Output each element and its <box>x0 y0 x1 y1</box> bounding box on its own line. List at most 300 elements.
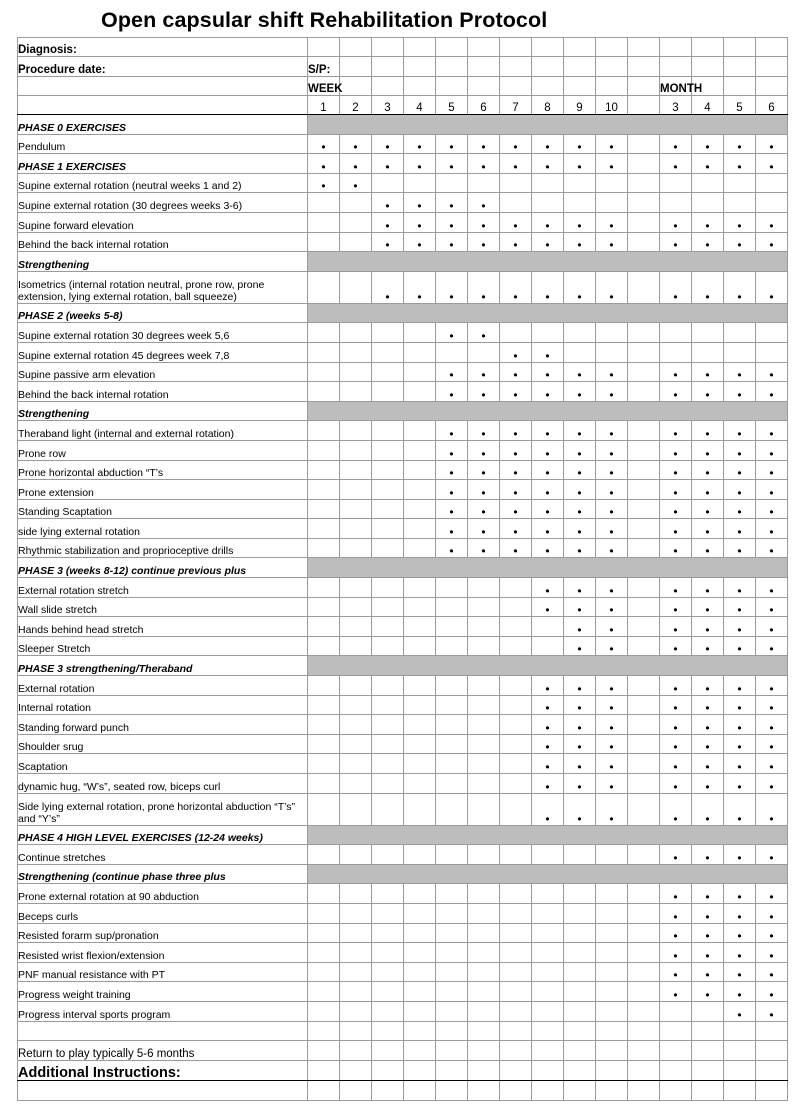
schedule-dot: • <box>692 480 724 500</box>
grid-cell <box>628 754 660 774</box>
schedule-dot: • <box>692 754 724 774</box>
grid-cell <box>404 695 436 715</box>
grid-cell <box>372 597 404 617</box>
grid-cell <box>564 884 596 904</box>
grid-cell <box>372 323 404 343</box>
grid-cell <box>596 943 628 963</box>
grid-cell <box>468 715 500 735</box>
grid-cell <box>436 1040 468 1060</box>
grid-cell <box>628 1080 660 1100</box>
grid-cell <box>500 754 532 774</box>
grid-cell <box>756 1080 788 1100</box>
schedule-dot: • <box>436 382 468 402</box>
grid-cell <box>340 636 372 656</box>
table-row <box>18 480 788 500</box>
grid-cell <box>308 982 340 1002</box>
grid-cell <box>340 1040 372 1060</box>
grid-cell <box>436 793 468 825</box>
week-column-number: 2 <box>340 96 372 115</box>
grid-cell <box>468 636 500 656</box>
schedule-dot: • <box>756 499 788 519</box>
grid-cell <box>308 323 340 343</box>
grid-cell <box>372 617 404 637</box>
schedule-dot: • <box>660 695 692 715</box>
grid-cell <box>628 421 660 441</box>
table-row <box>18 401 788 421</box>
schedule-dot: • <box>308 154 340 174</box>
schedule-dot: • <box>372 212 404 232</box>
schedule-dot: • <box>692 962 724 982</box>
grid-cell <box>404 480 436 500</box>
schedule-dot: • <box>468 440 500 460</box>
schedule-dot: • <box>500 232 532 252</box>
schedule-dot: • <box>692 578 724 598</box>
grid-cell <box>308 271 340 303</box>
grid-cell <box>532 903 564 923</box>
grid-cell <box>660 173 692 193</box>
schedule-dot: • <box>724 734 756 754</box>
grid-cell <box>372 480 404 500</box>
schedule-dot: • <box>724 271 756 303</box>
grid-cell <box>340 440 372 460</box>
grid-cell <box>500 923 532 943</box>
page-title: Open capsular shift Rehabilitation Protocol <box>101 8 548 32</box>
grid-cell <box>596 1060 628 1080</box>
grid-cell <box>340 695 372 715</box>
schedule-dot: • <box>500 499 532 519</box>
grid-cell <box>404 597 436 617</box>
grid-cell <box>628 362 660 382</box>
row-label: Wall slide stretch <box>18 597 308 617</box>
grid-cell <box>404 382 436 402</box>
grid-cell <box>500 774 532 794</box>
grid-cell <box>692 1001 724 1021</box>
grid-cell <box>308 193 340 213</box>
schedule-dot: • <box>532 362 564 382</box>
grid-cell <box>532 923 564 943</box>
schedule-dot: • <box>564 519 596 539</box>
grid-cell <box>404 845 436 865</box>
schedule-dot: • <box>532 676 564 696</box>
grid-cell <box>372 519 404 539</box>
schedule-dot: • <box>724 480 756 500</box>
schedule-dot: • <box>692 212 724 232</box>
grid-cell <box>596 982 628 1002</box>
spacer-cell <box>628 96 660 115</box>
grid-cell <box>532 1001 564 1021</box>
grid-cell <box>372 943 404 963</box>
grid-cell <box>436 636 468 656</box>
row-label: External rotation <box>18 676 308 696</box>
schedule-dot: • <box>596 774 628 794</box>
schedule-dot: • <box>500 382 532 402</box>
diagnosis-label: Diagnosis: <box>18 38 308 57</box>
schedule-dot: • <box>468 382 500 402</box>
grid-cell <box>436 754 468 774</box>
grid-cell <box>468 982 500 1002</box>
month-column-number: 5 <box>724 96 756 115</box>
schedule-dot: • <box>660 480 692 500</box>
schedule-dot: • <box>692 382 724 402</box>
grid-cell <box>660 342 692 362</box>
grid-cell <box>628 676 660 696</box>
return-to-play-note: Return to play typically 5-6 months <box>18 1040 308 1060</box>
grid-cell <box>340 271 372 303</box>
table-row <box>18 923 788 943</box>
grid-cell <box>596 323 628 343</box>
row-label: Rhythmic stabilization and proprioceptive drills <box>18 538 308 558</box>
grid-cell <box>468 734 500 754</box>
grid-cell <box>340 382 372 402</box>
schedule-dot: • <box>724 421 756 441</box>
grid-cell <box>692 323 724 343</box>
schedule-dot: • <box>724 676 756 696</box>
grid-cell <box>532 1021 564 1040</box>
grid-cell <box>628 903 660 923</box>
week-column-number: 6 <box>468 96 500 115</box>
schedule-dot: • <box>468 538 500 558</box>
grid-cell <box>404 715 436 735</box>
grid-cell <box>308 1060 340 1080</box>
schedule-dot: • <box>756 774 788 794</box>
grid-cell <box>340 193 372 213</box>
grid-cell <box>628 212 660 232</box>
grid-cell <box>436 695 468 715</box>
phase-shade <box>308 656 788 676</box>
schedule-dot: • <box>436 154 468 174</box>
schedule-dot: • <box>596 480 628 500</box>
grid-cell <box>340 676 372 696</box>
schedule-dot: • <box>660 734 692 754</box>
schedule-dot: • <box>404 134 436 154</box>
schedule-dot: • <box>564 676 596 696</box>
schedule-dot: • <box>500 134 532 154</box>
schedule-dot: • <box>564 499 596 519</box>
grid-cell <box>468 676 500 696</box>
schedule-dot: • <box>660 962 692 982</box>
grid-cell <box>372 538 404 558</box>
grid-cell <box>756 1021 788 1040</box>
grid-cell <box>532 617 564 637</box>
table-row <box>18 558 788 578</box>
schedule-dot: • <box>500 154 532 174</box>
row-label: PHASE 3 (weeks 8-12) continue previous plus <box>18 558 308 578</box>
grid-cell <box>724 1080 756 1100</box>
schedule-dot: • <box>564 538 596 558</box>
grid-cell <box>532 943 564 963</box>
grid-cell <box>468 943 500 963</box>
grid-cell <box>340 943 372 963</box>
schedule-dot: • <box>532 480 564 500</box>
grid-cell <box>468 342 500 362</box>
grid-cell <box>372 676 404 696</box>
schedule-dot: • <box>436 519 468 539</box>
schedule-dot: • <box>660 421 692 441</box>
grid-cell <box>340 793 372 825</box>
grid-cell <box>628 499 660 519</box>
schedule-dot: • <box>436 440 468 460</box>
schedule-dot: • <box>468 271 500 303</box>
grid-cell <box>532 173 564 193</box>
grid-cell <box>500 1080 532 1100</box>
grid-cell <box>372 1060 404 1080</box>
schedule-dot: • <box>500 440 532 460</box>
week-column-number: 9 <box>564 96 596 115</box>
grid-cell <box>500 884 532 904</box>
grid-cell <box>340 734 372 754</box>
grid-cell <box>340 460 372 480</box>
grid-cell <box>404 499 436 519</box>
grid-cell <box>404 943 436 963</box>
grid-cell <box>596 845 628 865</box>
grid-cell <box>404 774 436 794</box>
table-row <box>18 656 788 676</box>
row-label: Supine passive arm elevation <box>18 362 308 382</box>
schedule-dot: • <box>596 499 628 519</box>
schedule-dot: • <box>692 734 724 754</box>
schedule-dot: • <box>692 421 724 441</box>
schedule-dot: • <box>660 845 692 865</box>
grid-cell <box>628 636 660 656</box>
schedule-dot: • <box>340 154 372 174</box>
additional-instructions-label: Additional Instructions: <box>18 1060 308 1080</box>
table-row <box>18 943 788 963</box>
table-row <box>18 636 788 656</box>
grid-cell <box>308 923 340 943</box>
schedule-dot: • <box>532 421 564 441</box>
schedule-dot: • <box>596 597 628 617</box>
schedule-dot: • <box>308 134 340 154</box>
grid-cell <box>660 1040 692 1060</box>
grid-cell <box>404 323 436 343</box>
schedule-dot: • <box>596 578 628 598</box>
grid-cell <box>692 342 724 362</box>
grid-cell <box>628 323 660 343</box>
row-label: Standing forward punch <box>18 715 308 735</box>
grid-cell <box>564 1021 596 1040</box>
grid-cell <box>308 538 340 558</box>
schedule-dot: • <box>596 154 628 174</box>
schedule-dot: • <box>692 597 724 617</box>
schedule-dot: • <box>500 538 532 558</box>
week-label: WEEK <box>308 77 340 96</box>
schedule-dot: • <box>404 271 436 303</box>
schedule-dot: • <box>692 636 724 656</box>
row-label: Supine external rotation 45 degrees week 7,8 <box>18 342 308 362</box>
month-label: MONTH <box>660 77 692 96</box>
grid-cell <box>596 1021 628 1040</box>
grid-cell <box>596 962 628 982</box>
grid-cell <box>724 1040 756 1060</box>
grid-cell <box>404 578 436 598</box>
grid-cell <box>436 734 468 754</box>
grid-cell <box>308 1021 340 1040</box>
row-label: Continue stretches <box>18 845 308 865</box>
table-row <box>18 825 788 845</box>
grid-cell <box>436 943 468 963</box>
schedule-dot: • <box>532 793 564 825</box>
schedule-dot: • <box>756 1001 788 1021</box>
schedule-dot: • <box>468 499 500 519</box>
grid-cell <box>308 754 340 774</box>
schedule-dot: • <box>692 460 724 480</box>
schedule-dot: • <box>660 519 692 539</box>
schedule-dot: • <box>724 538 756 558</box>
grid-cell <box>660 193 692 213</box>
table-row <box>18 303 788 323</box>
grid-cell <box>436 1021 468 1040</box>
grid-cell <box>628 793 660 825</box>
grid-cell <box>724 323 756 343</box>
schedule-dot: • <box>660 382 692 402</box>
grid-cell <box>500 1021 532 1040</box>
schedule-dot: • <box>340 173 372 193</box>
schedule-dot: • <box>692 362 724 382</box>
schedule-dot: • <box>692 134 724 154</box>
schedule-dot: • <box>724 774 756 794</box>
grid-cell <box>404 676 436 696</box>
grid-cell <box>308 519 340 539</box>
schedule-dot: • <box>692 499 724 519</box>
grid-cell <box>340 519 372 539</box>
phase-shade <box>308 558 788 578</box>
table-row <box>18 903 788 923</box>
schedule-dot: • <box>468 193 500 213</box>
schedule-dot: • <box>724 715 756 735</box>
schedule-dot: • <box>468 232 500 252</box>
additional-instructions-row <box>18 1060 788 1080</box>
schedule-dot: • <box>724 695 756 715</box>
schedule-dot: • <box>404 212 436 232</box>
grid-cell <box>340 715 372 735</box>
grid-cell <box>628 597 660 617</box>
grid-cell <box>372 499 404 519</box>
grid-cell <box>308 362 340 382</box>
grid-cell <box>308 232 340 252</box>
schedule-dot: • <box>724 578 756 598</box>
schedule-dot: • <box>564 695 596 715</box>
schedule-dot: • <box>692 884 724 904</box>
schedule-dot: • <box>756 943 788 963</box>
schedule-dot: • <box>596 676 628 696</box>
schedule-dot: • <box>436 499 468 519</box>
row-label: Supine external rotation (30 degrees weeks 3-6) <box>18 193 308 213</box>
table-row <box>18 538 788 558</box>
grid-cell <box>628 271 660 303</box>
schedule-dot: • <box>532 734 564 754</box>
phase-shade <box>308 401 788 421</box>
schedule-dot: • <box>532 499 564 519</box>
grid-cell <box>308 1080 340 1100</box>
grid-cell <box>404 962 436 982</box>
schedule-dot: • <box>660 923 692 943</box>
grid-cell <box>564 982 596 1002</box>
grid-cell <box>564 1040 596 1060</box>
procedure-date-label: Procedure date: <box>18 57 308 77</box>
grid-cell <box>468 774 500 794</box>
grid-cell <box>500 636 532 656</box>
schedule-dot: • <box>404 232 436 252</box>
schedule-dot: • <box>564 362 596 382</box>
grid-cell <box>628 715 660 735</box>
grid-cell <box>660 1001 692 1021</box>
schedule-dot: • <box>660 884 692 904</box>
grid-cell <box>628 1001 660 1021</box>
grid-cell <box>564 323 596 343</box>
grid-cell <box>500 943 532 963</box>
schedule-dot: • <box>564 212 596 232</box>
grid-cell <box>372 1080 404 1100</box>
grid-cell <box>468 1040 500 1060</box>
table-row <box>18 173 788 193</box>
grid-cell <box>404 538 436 558</box>
grid-cell <box>628 440 660 460</box>
schedule-dot: • <box>468 480 500 500</box>
grid-cell <box>692 1021 724 1040</box>
row-label: Behind the back internal rotation <box>18 382 308 402</box>
grid-cell <box>628 134 660 154</box>
grid-cell <box>468 754 500 774</box>
schedule-dot: • <box>564 636 596 656</box>
schedule-dot: • <box>436 538 468 558</box>
schedule-dot: • <box>724 440 756 460</box>
schedule-dot: • <box>756 715 788 735</box>
grid-cell <box>628 962 660 982</box>
schedule-dot: • <box>756 923 788 943</box>
schedule-dot: • <box>660 232 692 252</box>
schedule-dot: • <box>596 538 628 558</box>
schedule-dot: • <box>756 597 788 617</box>
schedule-dot: • <box>756 271 788 303</box>
schedule-dot: • <box>596 734 628 754</box>
grid-cell <box>628 774 660 794</box>
grid-cell <box>468 695 500 715</box>
grid-cell <box>372 734 404 754</box>
grid-cell <box>596 1080 628 1100</box>
schedule-dot: • <box>756 538 788 558</box>
grid-cell <box>500 734 532 754</box>
grid-cell <box>468 884 500 904</box>
return-row <box>18 1040 788 1060</box>
schedule-dot: • <box>532 774 564 794</box>
grid-cell <box>372 578 404 598</box>
table-row <box>18 382 788 402</box>
grid-cell <box>436 173 468 193</box>
schedule-dot: • <box>692 676 724 696</box>
grid-cell <box>308 440 340 460</box>
schedule-dot: • <box>692 271 724 303</box>
grid-cell <box>308 382 340 402</box>
schedule-dot: • <box>660 154 692 174</box>
grid-cell <box>628 943 660 963</box>
grid-cell <box>340 754 372 774</box>
grid-cell <box>628 884 660 904</box>
schedule-dot: • <box>436 460 468 480</box>
schedule-dot: • <box>724 845 756 865</box>
schedule-dot: • <box>692 617 724 637</box>
grid-cell <box>532 845 564 865</box>
grid-cell <box>340 845 372 865</box>
table-row <box>18 499 788 519</box>
grid-cell <box>628 538 660 558</box>
schedule-dot: • <box>532 538 564 558</box>
grid-cell <box>372 845 404 865</box>
schedule-dot: • <box>596 271 628 303</box>
schedule-dot: • <box>500 271 532 303</box>
schedule-dot: • <box>756 578 788 598</box>
schedule-dot: • <box>660 793 692 825</box>
schedule-dot: • <box>372 154 404 174</box>
